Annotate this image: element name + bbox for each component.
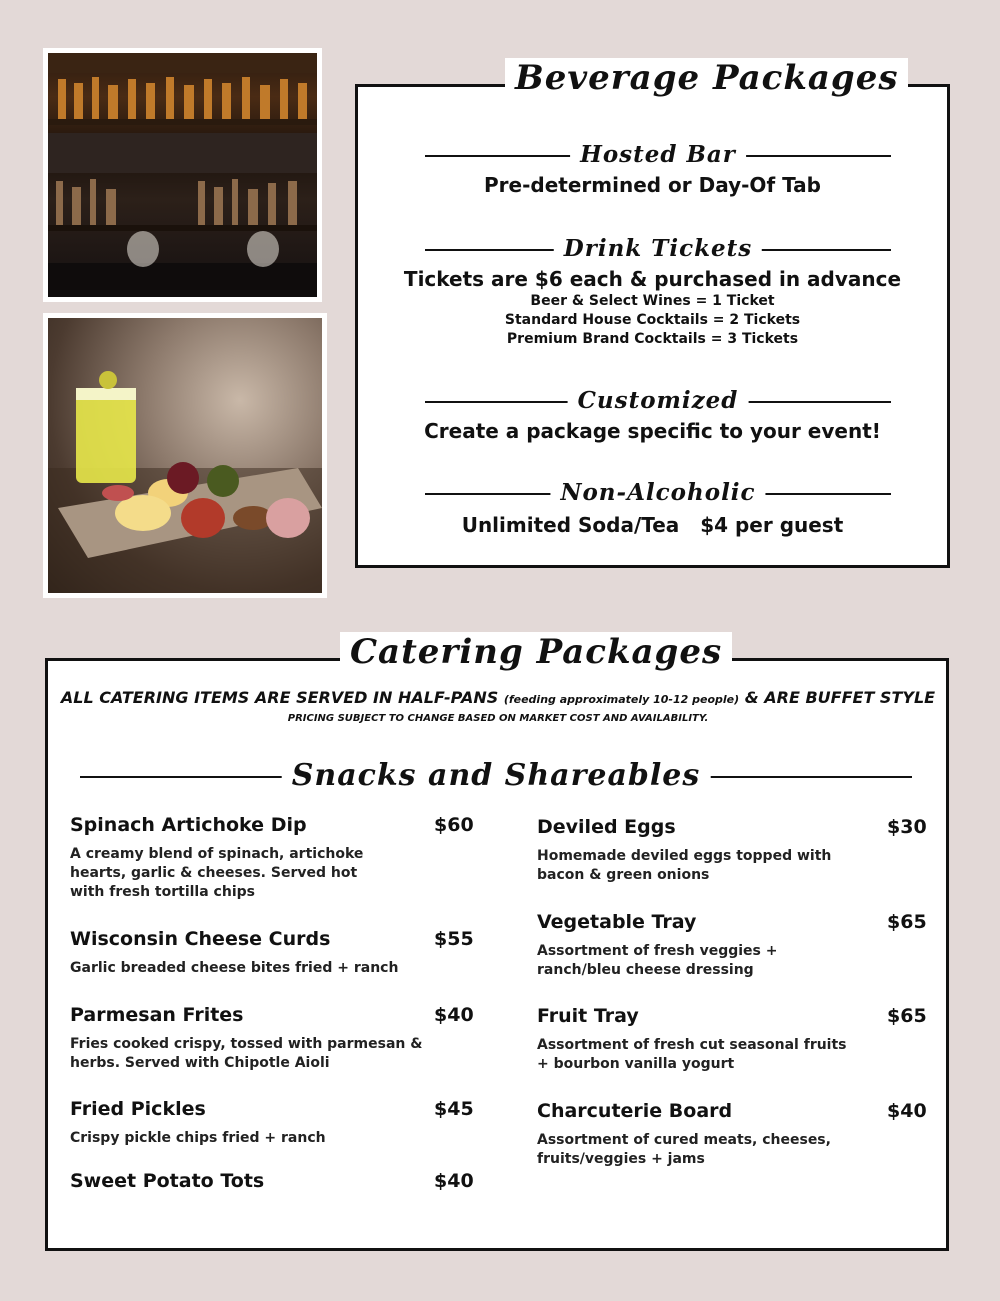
hosted-bar-text: Pre-determined or Day-Of Tab bbox=[484, 173, 821, 197]
catering-note-paren: (feeding approximately 10-12 people) bbox=[503, 693, 740, 706]
menu-item-price: $55 bbox=[434, 928, 474, 950]
food-photo bbox=[43, 313, 327, 598]
menu-item-price: $30 bbox=[887, 816, 927, 838]
menu-item-desc: Assortment of fresh veggies + ranch/bleu cheese dressing bbox=[537, 943, 778, 978]
beverage-packages-title: Beverage Packages bbox=[505, 58, 908, 98]
menu-item-desc: Homemade deviled eggs topped with bacon & green onions bbox=[537, 848, 832, 883]
menu-item-price: $65 bbox=[887, 1005, 927, 1027]
drink-tickets-text: Tickets are $6 each & purchased in advance bbox=[403, 267, 902, 291]
bar-photo bbox=[43, 48, 322, 302]
menu-item-name: Wisconsin Cheese Curds bbox=[70, 928, 331, 950]
non-alcoholic-heading bbox=[425, 478, 891, 508]
drink-tickets-heading bbox=[425, 234, 891, 264]
cocktail-and-charcuterie-illustration bbox=[48, 318, 322, 593]
menu-item-desc: Assortment of cured meats, cheeses, fruits/veggies + jams bbox=[537, 1132, 831, 1167]
drink-tickets-tier-1: Beer & Select Wines = 1 Ticket bbox=[530, 293, 775, 309]
menu-item-price: $40 bbox=[887, 1100, 927, 1122]
non-alcoholic-heading-label: Non-Alcoholic bbox=[550, 478, 765, 508]
snacks-heading-label: Snacks and Shareables bbox=[282, 758, 711, 794]
menu-item-desc: Fries cooked crispy, tossed with parmesan & herbs. Served with Chipotle Aioli bbox=[70, 1036, 423, 1071]
catering-note-b: & ARE BUFFET STYLE bbox=[744, 688, 936, 707]
catering-note bbox=[50, 687, 946, 711]
snacks-heading bbox=[80, 758, 912, 794]
menu-item-price: $40 bbox=[434, 1170, 474, 1192]
hosted-bar-heading bbox=[425, 140, 891, 170]
menu-item-desc: Assortment of fresh cut seasonal fruits + bourbon vanilla yogurt bbox=[537, 1037, 847, 1072]
drink-tickets-tier-2: Standard House Cocktails = 2 Tickets bbox=[504, 312, 801, 328]
menu-item-desc: Garlic breaded cheese bites fried + ranch bbox=[70, 960, 399, 976]
drink-tickets-heading-label: Drink Tickets bbox=[554, 234, 762, 264]
menu-item-name: Deviled Eggs bbox=[537, 816, 676, 838]
menu-item-name: Fried Pickles bbox=[70, 1098, 206, 1120]
bar-photo-image bbox=[48, 53, 317, 297]
menu-item-price: $60 bbox=[434, 814, 474, 836]
pricing-note: PRICING SUBJECT TO CHANGE BASED ON MARKET COST AND AVAILABILITY. bbox=[287, 713, 709, 724]
menu-item-desc: Crispy pickle chips fried + ranch bbox=[70, 1130, 326, 1146]
menu-item-name: Vegetable Tray bbox=[537, 911, 697, 933]
menu-item-name: Charcuterie Board bbox=[537, 1100, 733, 1122]
menu-item-name: Spinach Artichoke Dip bbox=[70, 814, 307, 836]
customized-heading-label: Customized bbox=[568, 386, 749, 416]
catering-note-a: ALL CATERING ITEMS ARE SERVED IN HALF-PANS bbox=[60, 688, 499, 707]
non-alcoholic-text: Unlimited Soda/Tea $4 per guest bbox=[461, 513, 844, 537]
menu-item-name: Parmesan Frites bbox=[70, 1004, 244, 1026]
menu-item-price: $40 bbox=[434, 1004, 474, 1026]
menu-item-name: Fruit Tray bbox=[537, 1005, 639, 1027]
menu-item-price: $45 bbox=[434, 1098, 474, 1120]
menu-item-desc: A creamy blend of spinach, artichoke hearts, garlic & cheeses. Served hot with fresh tortilla chips bbox=[70, 846, 364, 900]
customized-heading bbox=[425, 386, 891, 416]
hosted-bar-heading-label: Hosted Bar bbox=[570, 140, 746, 170]
menu-item-name: Sweet Potato Tots bbox=[70, 1170, 265, 1192]
food-photo-image bbox=[48, 318, 322, 593]
menu-item-price: $65 bbox=[887, 911, 927, 933]
bar-shelves-illustration bbox=[48, 53, 317, 297]
catering-packages-title: Catering Packages bbox=[340, 632, 732, 672]
drink-tickets-tier-3: Premium Brand Cocktails = 3 Tickets bbox=[506, 331, 799, 347]
customized-text: Create a package specific to your event! bbox=[424, 419, 881, 443]
